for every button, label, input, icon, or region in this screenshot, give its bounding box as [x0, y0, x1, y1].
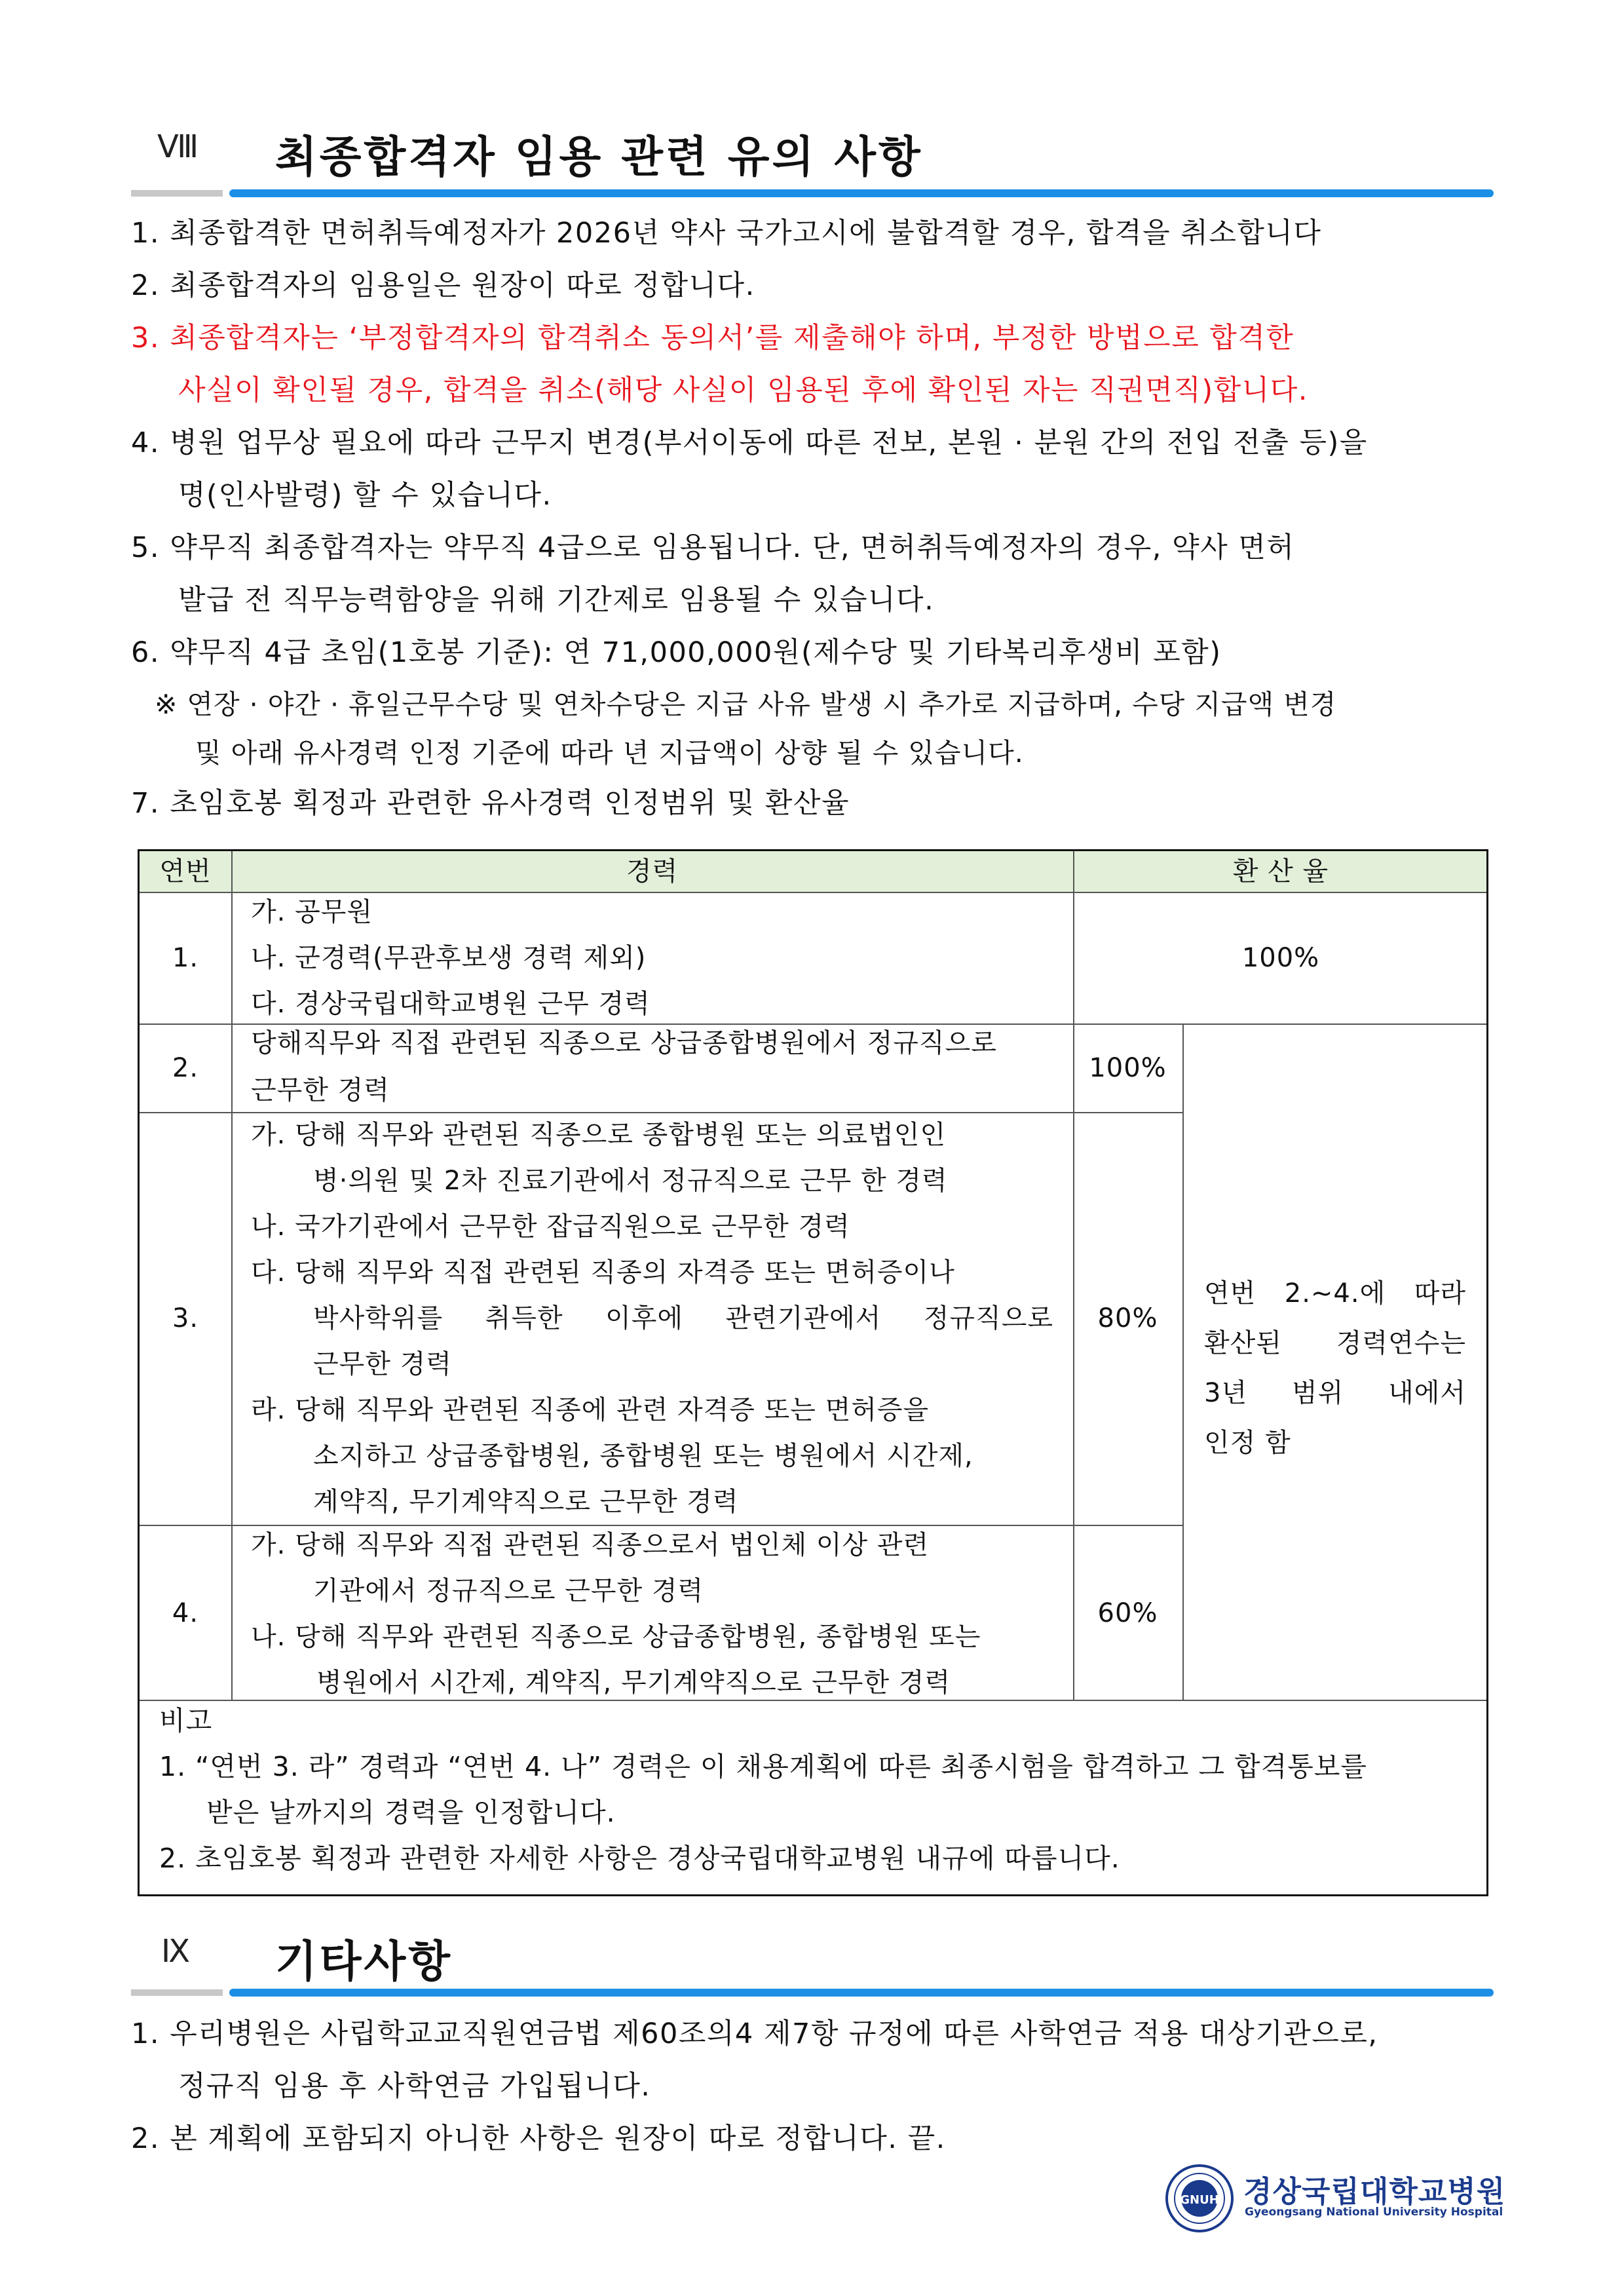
- note: ※ 연장 · 야간 · 휴일근무수당 및 연차수당은 지급 사유 발생 시 추가로 지급하며, 수당 지급액 변경: [155, 689, 1337, 720]
- career-table: [138, 849, 1488, 1896]
- hospital-emblem-icon: [1163, 2162, 1242, 2234]
- item-3: 3. 최종합격자는 ‘부정합격자의 합격취소 동의서’를 제출해야 하며, 부정한 방법으로 합격한: [131, 322, 1294, 354]
- row4-rate: 60%: [1097, 1598, 1158, 1628]
- section-number: Ⅸ: [161, 1933, 192, 1970]
- row3-line: 다. 당해 직무와 직접 관련된 직종의 자격증 또는 면허증이나: [251, 1257, 955, 1288]
- section-rule-left: [131, 1989, 223, 1996]
- item-6: 6. 약무직 4급 초임(1호봉 기준): 연 71,000,000원(제수당 및 기타복리후생비 포함): [131, 636, 1222, 669]
- row3-line: 계약직, 무기계약직으로 근무한 경력: [313, 1487, 739, 1517]
- merged-note-line: 3년 범위 내에서: [1204, 1378, 1466, 1408]
- row2-rate: 100%: [1089, 1053, 1167, 1083]
- row1-line: 다. 경상국립대학교병원 근무 경력: [251, 989, 651, 1019]
- header-no: 연번: [159, 856, 212, 887]
- item-1: 1. 우리병원은 사립학교교직원연금법 제60조의4 제7항 규정에 따른 사학연금 적용 대상기관으로,: [131, 2018, 1378, 2050]
- item-7: 7. 초임호봉 획정과 관련한 유사경력 인정범위 및 환산율: [131, 787, 850, 820]
- row2-line: 근무한 경력: [251, 1075, 390, 1105]
- remarks-title: 비고: [159, 1705, 213, 1736]
- remarks-line: 2. 초임호봉 획정과 관련한 자세한 사항은 경상국립대학교병원 내규에 따릅니다.: [159, 1843, 1120, 1874]
- row3-line: 가. 당해 직무와 관련된 직종으로 종합병원 또는 의료법인인: [251, 1120, 947, 1150]
- col-divider: [1182, 1024, 1184, 1700]
- item-4-cont: 명(인사발령) 할 수 있습니다.: [178, 479, 552, 512]
- merged-note-line: 환산된 경력연수는: [1204, 1328, 1466, 1358]
- emblem-text: GNUH: [1180, 2193, 1219, 2207]
- item-4: 4. 병원 업무상 필요에 따라 근무지 변경(부서이동에 따른 전보, 본원 · 분원 간의 전입 전출 등)을: [131, 427, 1368, 459]
- row1-line: 가. 공무원: [251, 897, 373, 927]
- col-divider: [231, 851, 233, 1700]
- logo-name-en: Gyeongsang National University Hospital: [1245, 2206, 1503, 2219]
- section-rule-right: [229, 189, 1494, 197]
- row4-line: 병원에서 시간제, 계약직, 무기계약직으로 근무한 경력: [316, 1668, 951, 1698]
- row1-rate: 100%: [1241, 943, 1320, 973]
- section-rule-right: [229, 1989, 1494, 1997]
- row3-rate: 80%: [1097, 1303, 1158, 1333]
- item-5-cont: 발급 전 직무능력함양을 위해 기간제로 임용될 수 있습니다.: [178, 584, 935, 617]
- section-number: Ⅷ: [157, 128, 200, 165]
- row3-line: 박사학위를 취득한 이후에 관련기관에서 정규직으로: [313, 1303, 1053, 1333]
- item-5: 5. 약무직 최종합격자는 약무직 4급으로 임용됩니다. 단, 면허취득예정자의 경우, 약사 면허: [131, 531, 1295, 564]
- row2-no: 2.: [172, 1053, 199, 1083]
- section-title: 최종합격자 임용 관련 유의 사항: [275, 132, 923, 182]
- merged-note-line: 연번 2.~4.에 따라: [1204, 1278, 1466, 1309]
- row3-line: 라. 당해 직무와 관련된 직종에 관련 자격증 또는 면허증을: [251, 1395, 930, 1425]
- remarks-line: 받은 날까지의 경력을 인정합니다.: [206, 1797, 616, 1828]
- remarks-line: 1. “연번 3. 라” 경력과 “연번 4. 나” 경력은 이 채용계획에 따른 최종시험을 합격하고 그 합격통보를: [159, 1751, 1368, 1782]
- item-3-cont: 사실이 확인될 경우, 합격을 취소(해당 사실이 임용된 후에 확인된 자는 직권면직)합니다.: [178, 374, 1308, 407]
- row1-line: 나. 군경력(무관후보생 경력 제외): [251, 943, 647, 973]
- row4-line: 기관에서 정규직으로 근무한 경력: [313, 1576, 704, 1606]
- row3-line: 소지하고 상급종합병원, 종합병원 또는 병원에서 시간제,: [313, 1441, 973, 1471]
- item-2: 2. 최종합격자의 임용일은 원장이 따로 정합니다.: [131, 269, 755, 302]
- hospital-logo: [1163, 2162, 1506, 2234]
- item-1-cont: 정규직 임용 후 사학연금 가입됩니다.: [178, 2070, 651, 2103]
- item-2: 2. 본 계획에 포함되지 아니한 사항은 원장이 따로 정합니다. 끝.: [131, 2122, 946, 2155]
- row4-line: 가. 당해 직무와 직접 관련된 직종으로서 법인체 이상 관련: [251, 1530, 930, 1560]
- row1-no: 1.: [172, 943, 199, 973]
- row3-line: 나. 국가기관에서 근무한 잡급직원으로 근무한 경력: [251, 1212, 850, 1242]
- row3-line: 근무한 경력: [313, 1349, 452, 1379]
- row4-no: 4.: [172, 1598, 199, 1628]
- logo-name-ko: 경상국립대학교병원: [1243, 2174, 1506, 2209]
- item-1: 1. 최종합격한 면허취득예정자가 2026년 약사 국가고시에 불합격할 경우, 합격을 취소합니다: [131, 217, 1322, 250]
- note-cont: 및 아래 유사경력 인정 기준에 따라 년 지급액이 상향 될 수 있습니다.: [195, 737, 1024, 769]
- header-rate: 환 산 율: [1232, 856, 1329, 887]
- row4-line: 나. 당해 직무와 관련된 직종으로 상급종합병원, 종합병원 또는: [251, 1622, 981, 1652]
- section-title: 기타사항: [275, 1936, 453, 1987]
- header-career: 경력: [626, 856, 679, 887]
- row3-no: 3.: [172, 1303, 199, 1333]
- row3-line: 병·의원 및 2차 진료기관에서 정규직으로 근무 한 경력: [313, 1166, 948, 1196]
- section-rule-left: [131, 190, 223, 197]
- merged-note-line: 인정 함: [1204, 1428, 1291, 1458]
- row2-line: 당해직무와 직접 관련된 직종으로 상급종합병원에서 정규직으로: [251, 1028, 997, 1058]
